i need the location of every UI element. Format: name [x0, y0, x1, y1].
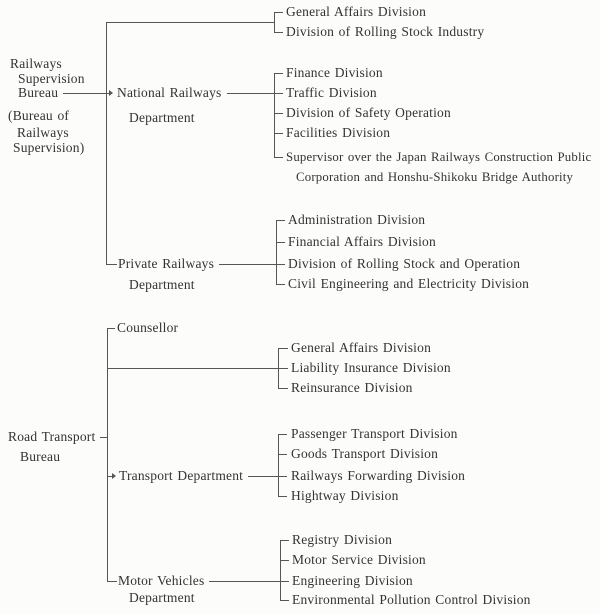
department-row	[118, 256, 277, 272]
department-row	[117, 85, 275, 101]
division-tick-line	[278, 368, 288, 369]
connector-leader-line	[248, 476, 279, 477]
division-label: Motor Service Division	[292, 552, 426, 567]
division-label: Administration Division	[288, 212, 426, 227]
division-tick-line	[276, 220, 285, 221]
bureau-name-line: Supervision	[18, 71, 85, 86]
bureau-name-line: Road Transport	[8, 429, 96, 444]
division-label: Environmental Pollution Control Division	[292, 592, 531, 607]
division-tick-line	[276, 242, 285, 243]
division-tick-line	[274, 157, 283, 158]
division-label: Division of Rolling Stock and Operation	[288, 256, 521, 271]
division-tick-line	[280, 540, 289, 541]
connector-leader-line	[63, 93, 109, 94]
division-bracket-line	[280, 540, 281, 601]
division-tick-line	[274, 73, 283, 74]
division-label: Railways Forwarding Division	[291, 468, 466, 483]
division-label: Financial Affairs Division	[288, 234, 436, 249]
division-label: Finance Division	[286, 65, 383, 80]
division-tick-line	[274, 93, 283, 94]
division-tick-line	[278, 454, 287, 455]
group-connector-line	[106, 22, 274, 23]
department-label: Transport Department	[119, 468, 244, 483]
division-tick-line	[280, 560, 289, 561]
division-tick-line	[278, 434, 287, 435]
division-label: Division of Rolling Stock Industry	[286, 24, 485, 39]
bureau-alt-name-line: Supervision)	[13, 140, 85, 155]
division-tick-line	[280, 581, 289, 582]
arrow-right-icon	[112, 473, 116, 479]
division-tick-line	[274, 12, 283, 13]
division-bracket-line	[278, 434, 279, 497]
division-tick-line	[274, 32, 283, 33]
department-label: Counsellor	[117, 320, 179, 335]
branch-corner-line	[107, 328, 115, 329]
division-tick-line	[280, 600, 289, 601]
division-label: Liability Insurance Division	[291, 360, 451, 375]
division-label: Passenger Transport Division	[291, 426, 458, 441]
connector-leader-line	[209, 581, 281, 582]
bureau-name-line: Bureau	[18, 85, 59, 100]
connector-leader-line	[227, 93, 275, 94]
connector-leader-line	[219, 264, 277, 265]
division-label: Engineering Division	[292, 573, 413, 588]
department-label: Motor Vehicles	[118, 573, 205, 588]
department-row	[118, 573, 281, 589]
bureau-alt-name-line: Railways	[17, 125, 69, 140]
division-tick-line	[274, 133, 283, 134]
arrow-right-icon	[109, 90, 113, 96]
department-label: Department	[129, 110, 195, 125]
department-row	[119, 468, 279, 484]
division-label: Facilities Division	[286, 125, 391, 140]
bureau-connector-row	[18, 85, 113, 101]
bureau-name-line: Railways	[10, 56, 62, 71]
bureau-trunk-line	[107, 328, 108, 582]
department-label: Department	[129, 590, 195, 605]
division-tick-line	[276, 264, 285, 265]
division-tick-line	[278, 388, 288, 389]
division-label: General Affairs Division	[286, 4, 427, 19]
division-label-continuation: Corporation and Honshu-Shikoku Bridge Authority	[296, 170, 574, 184]
bureau-alt-name-line: (Bureau of	[8, 108, 70, 123]
division-label: Registry Division	[292, 532, 393, 547]
division-tick-line	[278, 476, 287, 477]
division-label: Civil Engineering and Electricity Division	[288, 276, 530, 291]
group-connector-line	[107, 368, 278, 369]
department-label: Private Railways	[118, 256, 215, 271]
division-label: Goods Transport Division	[291, 446, 439, 461]
division-tick-line	[274, 113, 283, 114]
division-tick-line	[276, 284, 285, 285]
bureau-connector-row	[8, 429, 108, 445]
division-bracket-line	[274, 12, 275, 33]
bureau-trunk-line	[106, 22, 107, 265]
division-label: Hightway Division	[291, 488, 399, 503]
department-label: Department	[129, 277, 195, 292]
branch-corner-line	[106, 264, 117, 265]
bureau-name-line: Bureau	[20, 449, 61, 464]
branch-corner-line	[107, 581, 117, 582]
department-label: National Railways	[117, 85, 222, 100]
division-label: Reinsurance Division	[291, 380, 413, 395]
division-bracket-line	[274, 73, 275, 158]
division-tick-line	[278, 348, 288, 349]
division-label: Supervisor over the Japan Railways Construction Public	[286, 150, 592, 164]
division-label: Division of Safety Operation	[286, 105, 451, 120]
division-label: Traffic Division	[286, 85, 377, 100]
division-bracket-line	[276, 220, 277, 285]
division-label: General Affairs Division	[291, 340, 432, 355]
division-tick-line	[278, 496, 287, 497]
